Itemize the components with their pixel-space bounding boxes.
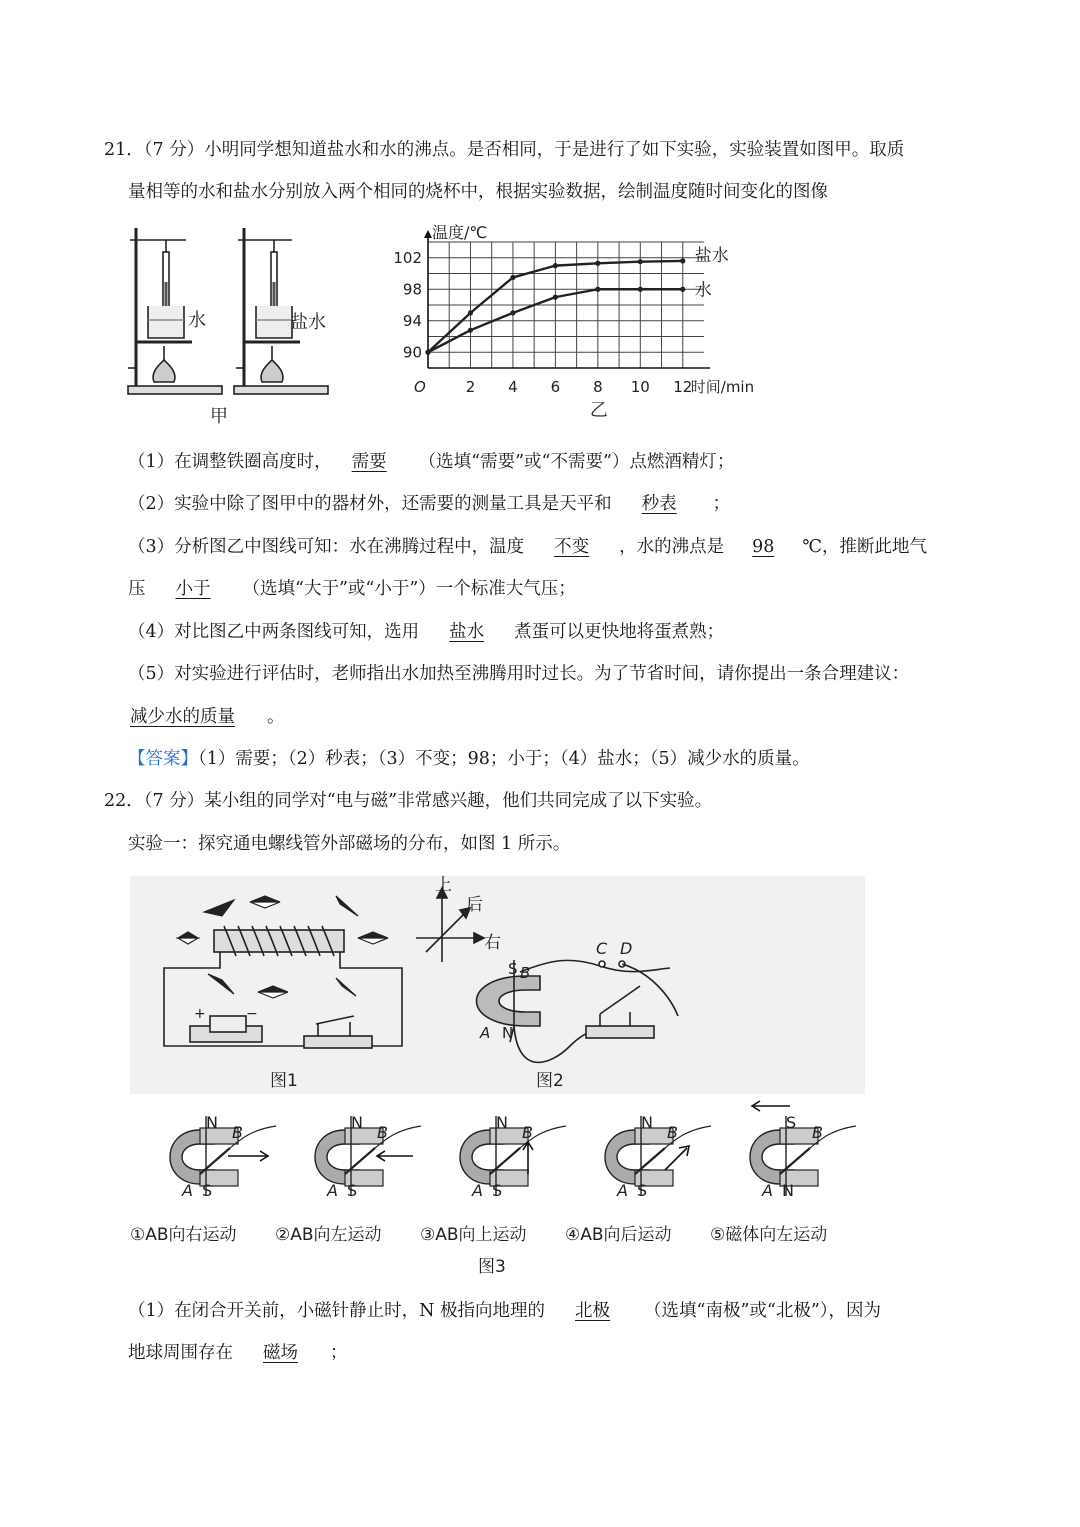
answer-tag: 【答案】	[128, 749, 198, 769]
motion-arrow	[377, 1151, 413, 1161]
q22-exp1: 实验一：探究通电螺线管外部磁场的分布，如图 1 所示。	[128, 834, 571, 854]
motion-arrow	[228, 1151, 268, 1161]
series-label: 水	[694, 280, 712, 301]
x-tick-label: 12	[673, 378, 693, 396]
tag-salt-water: 盐水	[290, 312, 326, 333]
point-a: A	[480, 1024, 491, 1042]
blank-q22-1b[interactable]: 磁场	[263, 1343, 298, 1363]
pole-top: N	[206, 1113, 218, 1132]
tag-water: 水	[188, 310, 206, 331]
pole-s: S	[508, 960, 518, 978]
q21-part5-cont: 减少水的质量 。	[130, 707, 285, 727]
pole-top: N	[351, 1113, 363, 1132]
letter-a: A	[327, 1181, 338, 1200]
figure-3-panel	[130, 1113, 276, 1245]
figure-3-label: 图3	[478, 1257, 506, 1277]
data-point	[510, 275, 515, 280]
blank-3a[interactable]: 不变	[554, 537, 590, 557]
figure-3-caption: ③AB向上运动	[420, 1225, 527, 1245]
point-c: C	[596, 939, 608, 958]
y-tick-label: 90	[402, 343, 422, 362]
figure-3-caption: ④AB向后运动	[565, 1225, 672, 1245]
apparatus-right	[234, 228, 328, 394]
figure-yi-chart	[392, 222, 755, 432]
pole-top: N	[641, 1113, 653, 1132]
blank-3c[interactable]: 小于	[175, 579, 211, 599]
y-tick-label: 102	[393, 248, 422, 267]
apparatus-left	[128, 228, 222, 394]
figure-3-caption: ⑤磁体向左运动	[710, 1225, 828, 1245]
pole-n: N	[502, 1024, 514, 1042]
figure-2-label: 图2	[536, 1071, 564, 1091]
letter-b: B	[667, 1123, 678, 1142]
figure-3	[130, 1100, 870, 1280]
pole-top: N	[496, 1113, 508, 1132]
figure-1-label: 图1	[270, 1071, 298, 1091]
data-point	[595, 287, 600, 292]
letter-b: B	[377, 1123, 388, 1142]
blank-q22-1a[interactable]: 北极	[575, 1301, 611, 1321]
blank-2[interactable]: 秒表	[641, 494, 677, 514]
letter-a: A	[182, 1181, 193, 1200]
letter-b: B	[812, 1123, 823, 1142]
q21-answer: 【答案】（1）需要；（2）秒表；（3）不变；98；小于；（4）盐水；（5）减少水的质量。	[128, 749, 810, 769]
pole-bottom: S	[202, 1181, 213, 1200]
data-point	[553, 295, 558, 300]
letter-b: B	[522, 1123, 533, 1142]
point-b: B	[520, 964, 531, 982]
figure-1-2	[130, 876, 870, 1096]
x-tick-label: 10	[630, 378, 650, 396]
figure-3-panel	[275, 1113, 421, 1245]
q21-part4: （4）对比图乙中两条图线可知，选用 盐水 煮蛋可以更快地将蛋煮熟；	[128, 622, 725, 642]
figure-jia	[120, 222, 360, 432]
q22-part1-cont: 地球周围存在 磁场 ；	[128, 1343, 348, 1363]
y-axis-title: 温度/℃	[432, 223, 488, 242]
data-point	[638, 259, 643, 264]
minus-sign: −	[246, 1006, 258, 1022]
chart-axes	[424, 230, 710, 368]
dir-back: 后	[466, 895, 483, 915]
x-tick-label: 8	[593, 378, 603, 396]
letter-a: A	[472, 1181, 483, 1200]
q21-part3: （3）分析图乙中图线可知：水在沸腾过程中，温度 不变 ，水的沸点是 98 ℃，推断此地气	[128, 537, 927, 557]
q21-part2: （2）实验中除了图甲中的器材外，还需要的测量工具是天平和 秒表 ；	[128, 494, 731, 514]
q21-part1: （1）在调整铁圈高度时， 需要 （选填“需要”或“不需要”）点燃酒精灯；	[128, 452, 735, 472]
data-point	[680, 258, 685, 263]
data-point	[595, 261, 600, 266]
letter-a: A	[617, 1181, 628, 1200]
motion-arrow	[523, 1142, 533, 1174]
x-tick-label: 2	[465, 378, 476, 396]
q21-stem-line2: 量相等的水和盐水分别放入两个相同的烧杯中，根据实验数据，绘制温度随时间变化的图像	[128, 182, 828, 202]
y-axis-arrow	[424, 230, 432, 238]
pole-bottom: S	[347, 1181, 358, 1200]
q21-part5: （5）对实验进行评估时，老师指出水加热至沸腾用时过长。为了节省时间，请你提出一条合理建议：	[128, 664, 910, 684]
blank-5[interactable]: 减少水的质量	[130, 707, 235, 727]
pole-bottom: S	[637, 1181, 648, 1200]
y-tick-label: 94	[402, 311, 422, 330]
figure-3-panel	[710, 1101, 856, 1245]
data-point	[638, 287, 643, 292]
origin-label: O	[414, 378, 426, 396]
figure-yi-label: 乙	[589, 400, 608, 421]
figure-jia-label: 甲	[210, 406, 228, 427]
q22-stem: 22．（7 分）某小组的同学对“电与磁”非常感兴趣，他们共同完成了以下实验。	[104, 791, 713, 811]
q22-part1: （1）在闭合开关前，小磁针静止时，N 极指向地理的 北极 （选填“南极”或“北极”），因为	[128, 1301, 882, 1321]
plus-sign: +	[194, 1006, 206, 1022]
pole-top: S	[786, 1113, 797, 1132]
q21-part3-cont: 压 小于 （选填“大于”或“小于”）一个标准大气压；	[128, 579, 576, 599]
letter-a: A	[762, 1181, 773, 1200]
dir-up: 上	[435, 875, 452, 895]
data-point	[510, 310, 515, 315]
letter-b: B	[232, 1123, 243, 1142]
data-point	[468, 328, 473, 333]
blank-1[interactable]: 需要	[351, 452, 387, 472]
series-label: 盐水	[694, 245, 729, 266]
blank-4[interactable]: 盐水	[449, 622, 485, 642]
data-point	[680, 287, 685, 292]
data-point	[553, 263, 558, 268]
q21-stem-line1: 21．（7 分）小明同学想知道盐水和水的沸点。是否相同，于是进行了如下实验，实验装置如图甲。取质	[104, 140, 905, 160]
data-point	[468, 310, 473, 315]
pole-bottom: S	[492, 1181, 503, 1200]
blank-3b[interactable]: 98	[752, 537, 775, 557]
chart-labels	[393, 223, 754, 421]
y-tick-label: 98	[402, 280, 422, 299]
x-tick-label: 6	[550, 378, 561, 396]
point-d: D	[620, 939, 633, 958]
figure-3-panel	[565, 1113, 711, 1245]
figure-3-caption: ①AB向右运动	[130, 1225, 237, 1245]
x-tick-label: 4	[508, 378, 518, 396]
motion-arrow	[665, 1146, 689, 1170]
x-axis-title: 时间/min	[690, 378, 755, 396]
pole-bottom: N	[782, 1181, 794, 1200]
figure-3-panel	[420, 1113, 566, 1245]
motion-arrow	[752, 1101, 790, 1111]
dir-right: 右	[484, 933, 501, 953]
figure-3-caption: ②AB向左运动	[275, 1225, 382, 1245]
data-point	[425, 350, 430, 355]
